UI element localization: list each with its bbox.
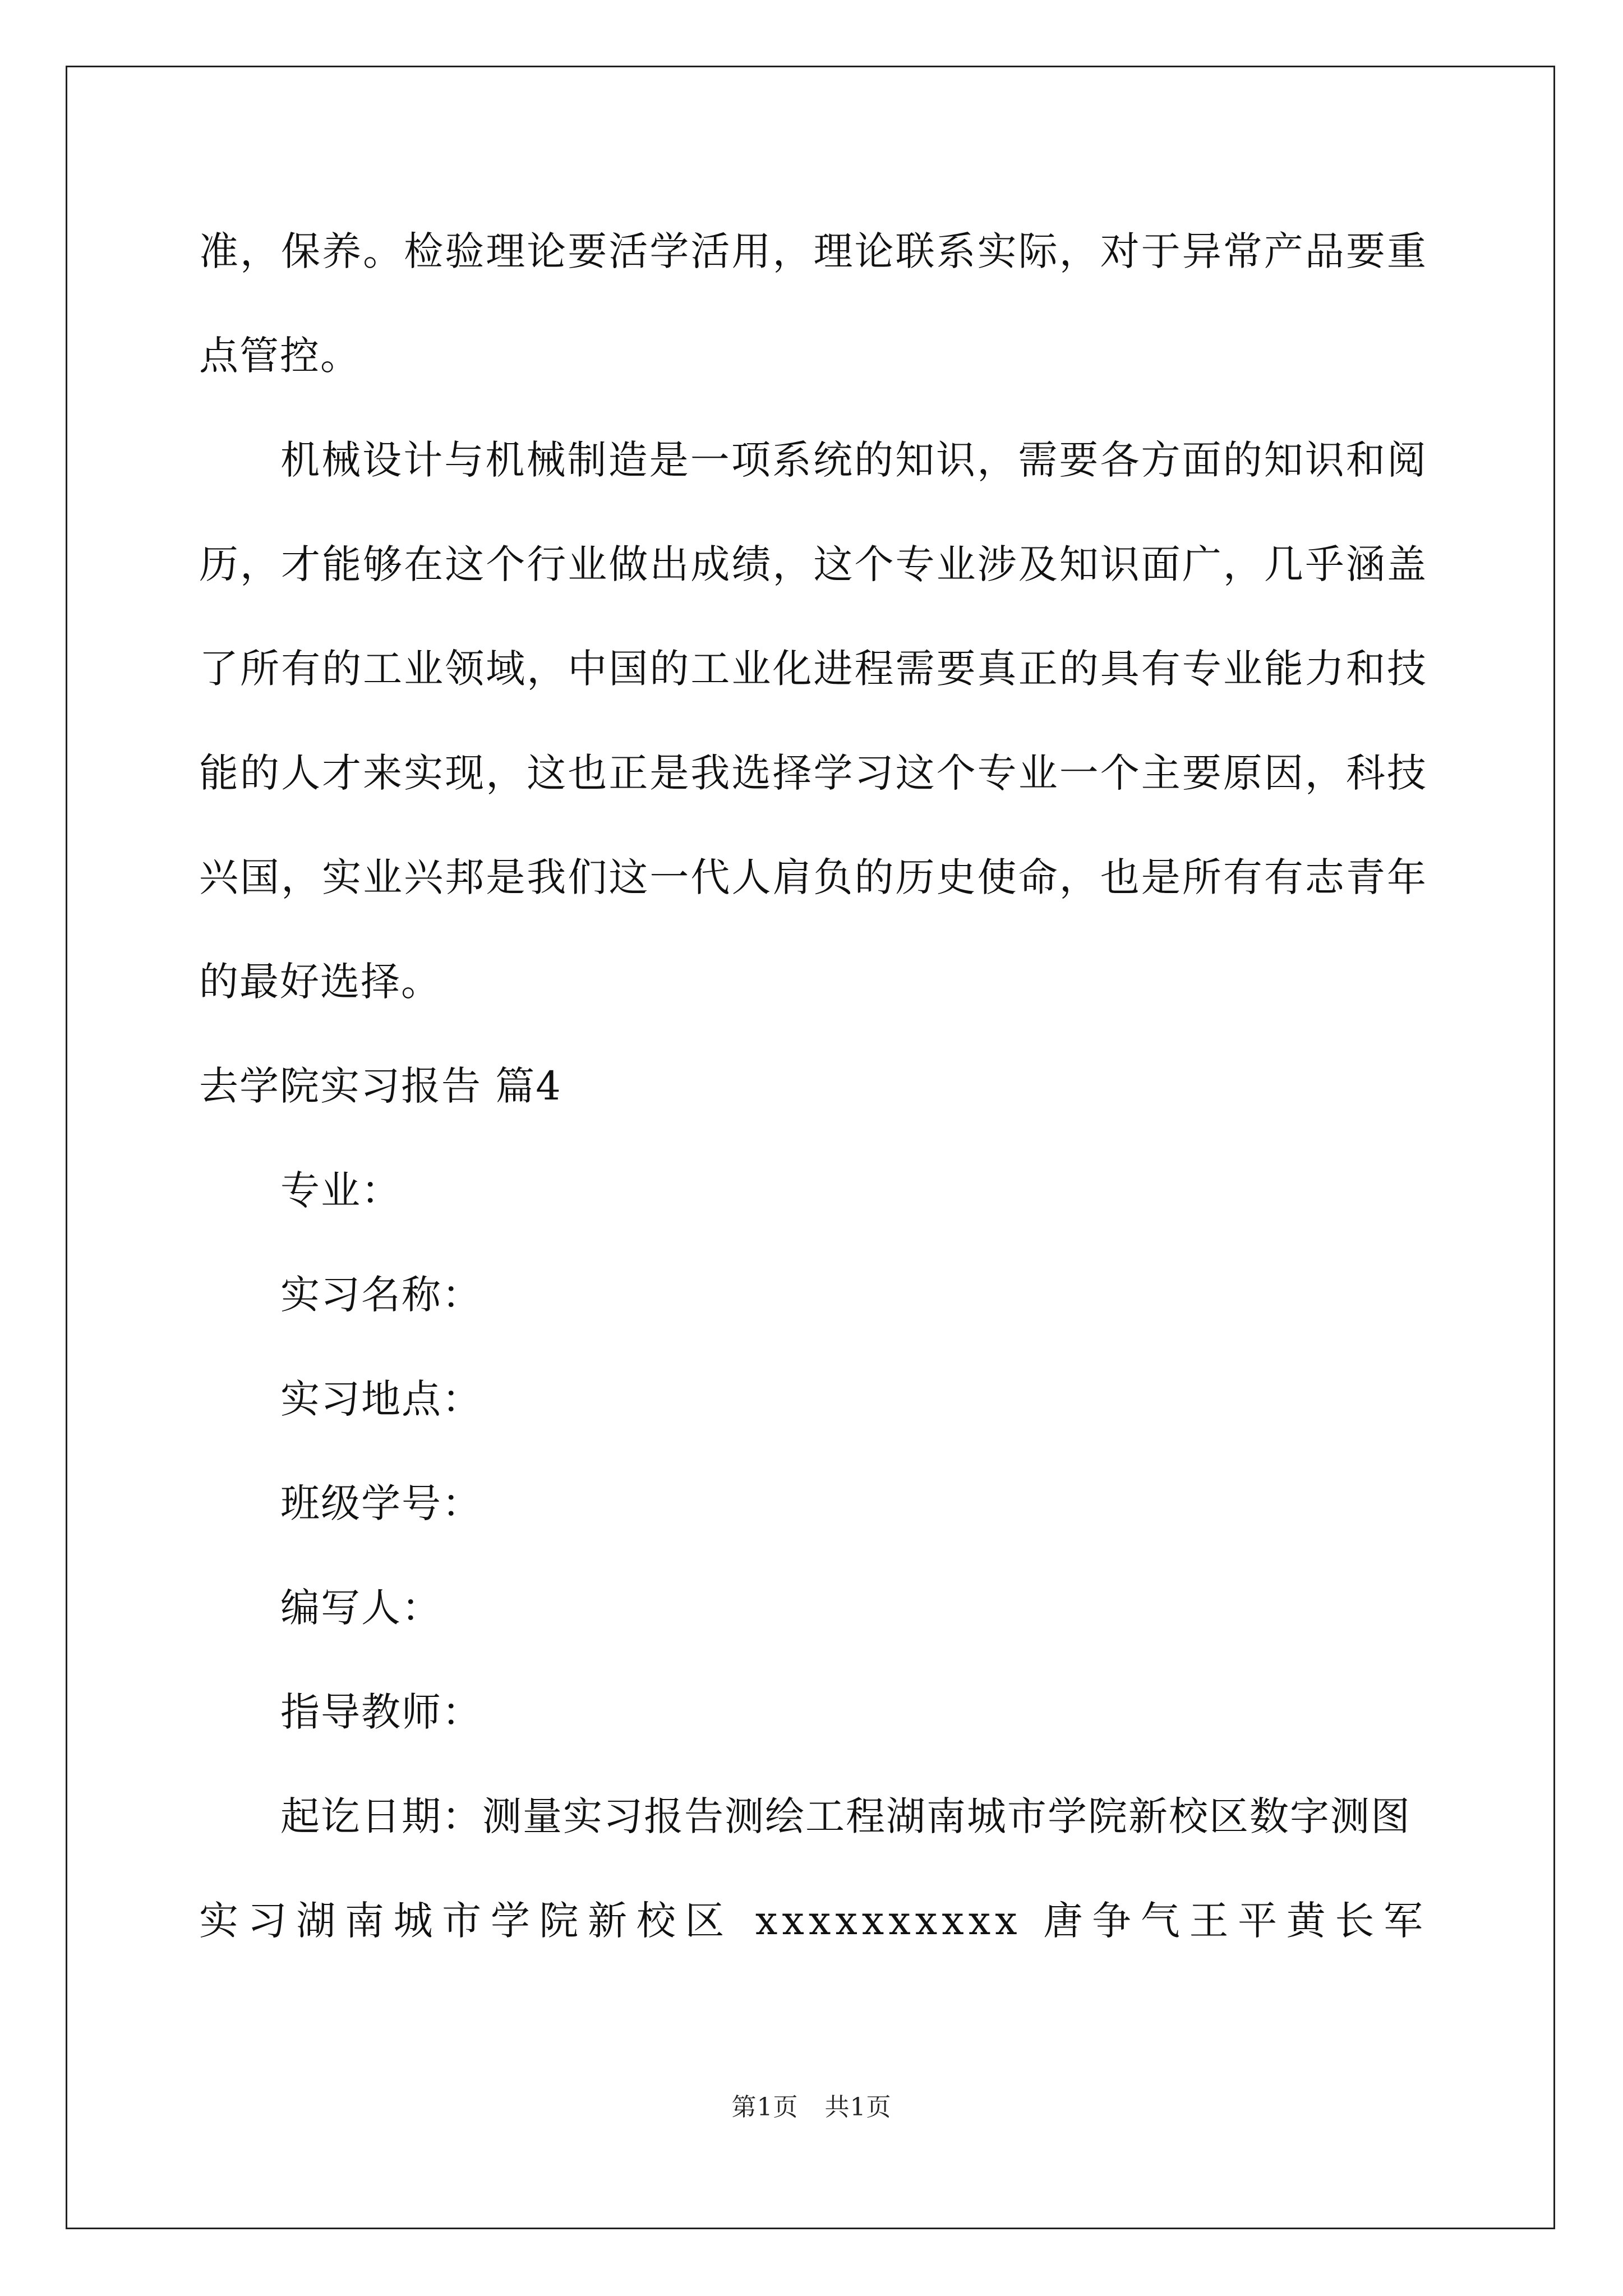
page-footer: [0, 2087, 1623, 2123]
paragraph-continuation: 准，保养。检验理论要活学活用，理论联系实际，对于异常产品要重点管控。: [199, 228, 1427, 379]
field-advisor: 指导教师：: [280, 1689, 482, 1735]
field-author: 编写人：: [280, 1585, 442, 1631]
page-number-total: 共1页: [824, 2093, 892, 2122]
field-internship-location: 实习地点：: [280, 1376, 482, 1422]
field-class-id: 班级学号：: [280, 1480, 482, 1526]
date-paragraph-line2: 实习湖南城市学院新校区 xxxxxxxxxx 唐争气王平黄长军: [199, 1898, 1427, 1944]
document-body: [199, 199, 1427, 1973]
field-internship-name: 实习名称：: [280, 1272, 482, 1318]
section-heading: 去学院实习报告 篇4: [199, 1063, 562, 1109]
paragraph-body: 机械设计与机械制造是一项系统的知识，需要各方面的知识和阅历，才能够在这个行业做出成绩，这个专业涉及知识面广，几乎涵盖了所有的工业领域，中国的工业化进程需要真正的具有专业能力和技能的人才来实现，这也正是我选择学习这个专业一个主要原因，科技兴国，实业兴邦是我们这一代人肩负的历史使命，也是所有有志青年的最好选择。: [199, 437, 1427, 1005]
date-paragraph-line1: 起讫日期：测量实习报告测绘工程湖南城市学院新校区数字测图: [280, 1793, 1411, 1839]
field-major: 专业：: [280, 1167, 402, 1213]
page-number-current: 第1页: [731, 2093, 799, 2122]
